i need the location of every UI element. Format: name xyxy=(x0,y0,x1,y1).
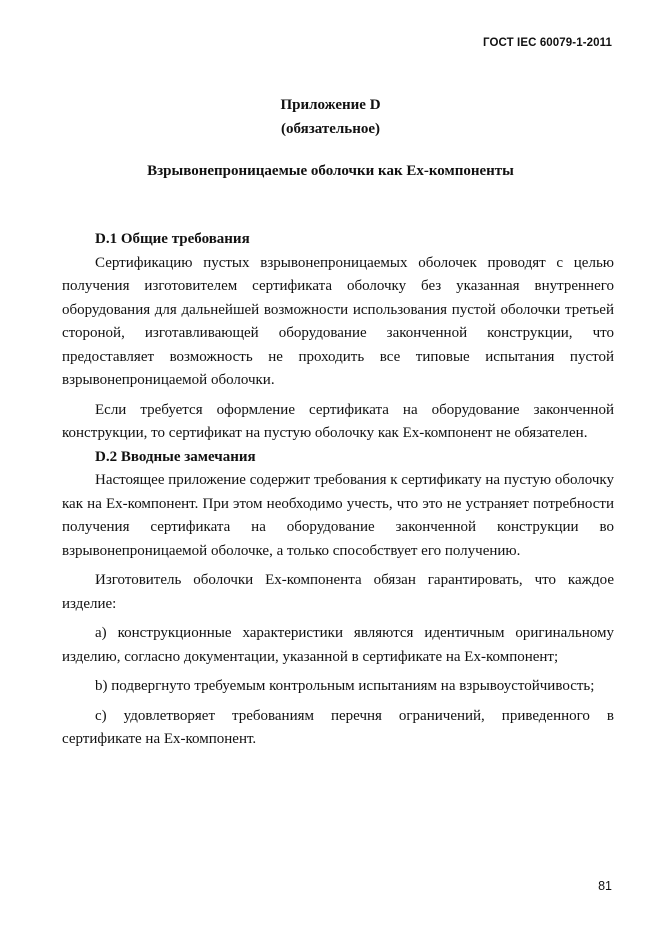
paragraph: Если требуется оформление сертификата на оборудование законченной конструкции, то сертификат на пустую оболочку как Ex-компонент не обязателен. xyxy=(62,401,614,441)
document-body xyxy=(62,228,614,752)
annex-title: Приложение D xyxy=(280,97,381,113)
section-heading-d2: D.2 Вводные замечания xyxy=(95,448,256,465)
list-item-c: с) удовлетворяет требованиям перечня ограничений, приведенного в сертификате на Ex-компонент. xyxy=(62,707,614,747)
annex-status: (обязательное) xyxy=(280,121,381,137)
page-number: 81 xyxy=(598,879,612,893)
paragraph: Изготовитель оболочки Ex-компонента обязан гарантировать, что каждое изделие: xyxy=(62,572,614,612)
annex-heading: Взрывонепроницаемые оболочки как Ex-компоненты xyxy=(147,163,514,179)
section-heading-d1: D.1 Общие требования xyxy=(95,231,250,247)
paragraph: Настоящее приложение содержит требования к сертификату на пустую оболочку как на Ex-компонент. При этом необходимо учесть, что это не устраняет потребности получения сертификата на оборудование законченной конструкции во взрывонепроницаемой оболочке, а только способствует его получению. xyxy=(62,472,614,559)
standard-header: ГОСТ IEC 60079-1-2011 xyxy=(483,37,612,49)
paragraph: Сертификацию пустых взрывонепроницаемых оболочек проводят с целью получения изготовителем сертификата оболочку без указанная внутреннего оборудования для дальнейшей возможности использования пустой оболочки третьей стороной, изготавливающей оборудование законченной конструкции, что предоставляет возможность не проходить все типовые испытания пустой взрывонепроницаемой оболочки. xyxy=(62,254,614,388)
list-item-b: b) подвергнуто требуемым контрольным испытаниям на взрывоустойчивость; xyxy=(95,678,595,694)
list-item-a: а) конструкционные характеристики являются идентичным оригинальному изделию, согласно документации, указанной в сертификате на Ex-компонент; xyxy=(62,625,614,665)
